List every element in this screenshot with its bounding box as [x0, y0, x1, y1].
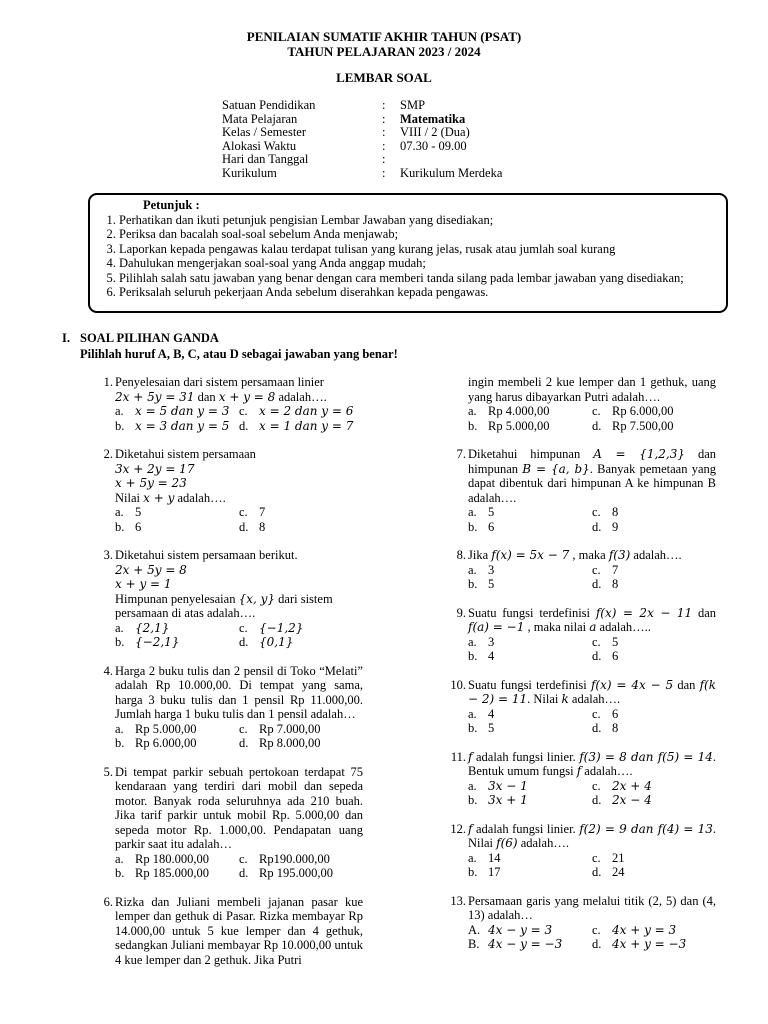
- answer-options: [115, 505, 363, 534]
- question-6: 6. Rizka dan Juliani membeli jajanan pasar kue lemper dan gethuk di Pasar. Rizka membayar Rp 14.000,00 untuk 5 kue lemper dan 4 gethuk, sedangkan Juliani membayar Rp 10.000,00 untuk 4 kue lemper dan 2 gethuk. Jika Putri: [103, 894, 363, 967]
- question-5: 5. Di tempat parkir sebuah pertokoan terdapat 75 kendaraan yang terdiri dari mobil dan sepeda motor. Banyak roda seluruhnya ada 210 buah. Jika tarif parkir untuk mobil Rp. 5.000,00 dan sepeda motor Rp. 1.000,00. Pendapatan uang parkir saat itu adalah… a. Rp 180.000,00 c. Rp190.000,00 b. Rp 185.000,00 d. Rp 195.000,00: [103, 764, 363, 880]
- answer-options: [468, 707, 716, 736]
- answer-options: [468, 851, 716, 880]
- instruction-item: 5. Pilihlah salah satu jawaban yang benar dengan cara memberi tanda silang pada lembar jawaban yang disediakan;: [119, 271, 718, 286]
- option-c[interactable]: c. 21: [592, 850, 625, 865]
- option-d[interactable]: d. {0,1}: [239, 635, 294, 649]
- option-d[interactable]: d. Rp 195.000,00: [239, 866, 333, 880]
- info-row: Alokasi Waktu : 07.30 - 09.00: [222, 138, 467, 153]
- instruction-item: 3. Laporkan kepada pengawas kalau terdapat tulisan yang kurang jelas, rusak atau jumlah soal kurang: [119, 242, 718, 257]
- question-7: 7. Diketahui himpunan A = {1,2,3} dan himpunan B = {a, b}. Banyak pemetaan yang dapat dibentuk dari himpunan A ke himpunan B adalah…. a. 5 c. 8 b. 6 d. 9: [456, 447, 716, 534]
- option-c[interactable]: c. 7: [239, 505, 266, 519]
- option-b[interactable]: b. 6: [115, 519, 142, 534]
- option-a[interactable]: a. x = 5 dan y = 3: [115, 404, 230, 418]
- option-c[interactable]: c. 2x + 4: [592, 778, 652, 793]
- question-2: 2. Diketahui sistem persamaan 3x + 2y = 17 x + 5y = 23 Nilai x + y adalah…. a. 5 c. 7 b. 6 d. 8: [93, 447, 363, 534]
- option-d[interactable]: d. Rp 7.500,00: [592, 418, 674, 433]
- option-c[interactable]: c. 6: [592, 706, 619, 721]
- info-row: Hari dan Tanggal :: [222, 152, 386, 167]
- question-1: 1. Penyelesaian dari sistem persamaan linier 2x + 5y = 31 dan x + y = 8 adalah…. a. x = 5 dan y = 3 c. x = 2 dan y = 6 b. x = 3 dan y = 5 d. x = 1 dan y = 7: [93, 375, 363, 433]
- option-a[interactable]: a. 14: [468, 850, 501, 865]
- option-c[interactable]: c. Rp190.000,00: [239, 851, 330, 866]
- answer-options: [468, 635, 716, 664]
- section-instruction: Pilihlah huruf A, B, C, atau D sebagai jawaban yang benar!: [80, 347, 398, 361]
- option-a[interactable]: a. 3: [468, 634, 495, 649]
- option-b[interactable]: b. 4: [468, 649, 495, 663]
- option-c[interactable]: c. Rp 7.000,00: [239, 721, 321, 736]
- option-b[interactable]: b. 5: [468, 721, 495, 735]
- section-heading: I. SOAL PILIHAN GANDA: [62, 331, 219, 345]
- sheet-title: LEMBAR SOAL: [336, 70, 432, 85]
- answer-options: [468, 505, 716, 534]
- question-13: 13. Persamaan garis yang melalui titik (2, 5) dan (4, 13) adalah… A. 4x − y = 3 c. 4x + y = 3 B. 4x − y = −3 d. 4x + y = −3: [450, 893, 716, 951]
- option-d[interactable]: d. 8: [592, 721, 619, 735]
- option-a[interactable]: a. {2,1}: [115, 620, 170, 635]
- option-c[interactable]: c. Rp 6.000,00: [592, 404, 674, 418]
- option-c[interactable]: c. 7: [592, 562, 619, 577]
- option-d[interactable]: d. 2x − 4: [592, 793, 652, 807]
- question-12: 12. f adalah fungsi linier. f(2) = 9 dan f(4) = 13. Nilai f(6) adalah…. a. 14 c. 21 b. 17 d. 24: [450, 821, 717, 879]
- option-d[interactable]: d. x = 1 dan y = 7: [239, 418, 354, 433]
- option-a[interactable]: a. 4: [468, 706, 495, 721]
- option-b[interactable]: b. 6: [468, 519, 495, 534]
- left-column: [93, 375, 363, 967]
- option-d[interactable]: d. 6: [592, 649, 619, 663]
- option-a[interactable]: a. 3x − 1: [468, 778, 528, 793]
- answer-options: [468, 779, 716, 808]
- answer-options: [468, 404, 716, 433]
- option-a[interactable]: a. 5: [115, 505, 142, 519]
- question-6-continued: ingin membeli 2 kue lemper dan 1 gethuk, uang yang harus dibayarkan Putri adalah…. a. Rp 4.000,00 c. Rp 6.000,00 b. Rp 5.000,00 d. Rp 7.500,00: [468, 375, 716, 433]
- question-10: 10. Suatu fungsi terdefinisi f(x) = 4x − 5 dan f(k − 2) = 11. Nilai k adalah…. a. 4 c. 6 b. 5 d. 8: [450, 677, 717, 735]
- option-d[interactable]: d. 9: [592, 519, 619, 534]
- option-d[interactable]: d. Rp 8.000,00: [239, 736, 321, 750]
- option-a[interactable]: A. 4x − y = 3: [468, 922, 553, 937]
- answer-options: [468, 923, 716, 952]
- option-b[interactable]: b. {−2,1}: [115, 635, 180, 649]
- option-b[interactable]: b. x = 3 dan y = 5: [115, 418, 230, 433]
- info-row: Mata Pelajaran : Matematika: [222, 111, 466, 126]
- option-b[interactable]: b. Rp 5.000,00: [468, 418, 550, 433]
- info-row: Kelas / Semester : VIII / 2 (Dua): [222, 125, 470, 140]
- instruction-item: 4. Dahulukan mengerjakan soal-soal yang Anda anggap mudah;: [119, 256, 718, 271]
- option-a[interactable]: a. 3: [468, 562, 495, 577]
- instruction-item: 2. Periksa dan bacalah soal-soal sebelum Anda menjawab;: [119, 227, 718, 242]
- instructions-list: [97, 213, 718, 301]
- option-b[interactable]: B. 4x − y = −3: [468, 937, 563, 951]
- answer-options: [115, 852, 363, 881]
- option-b[interactable]: b. 3x + 1: [468, 793, 528, 807]
- exam-title: PENILAIAN SUMATIF AKHIR TAHUN (PSAT): [246, 29, 522, 44]
- option-d[interactable]: d. 4x + y = −3: [592, 937, 687, 951]
- option-c[interactable]: c. x = 2 dan y = 6: [239, 404, 354, 418]
- option-a[interactable]: a. 5: [468, 505, 495, 519]
- option-a[interactable]: a. Rp 5.000,00: [115, 721, 197, 736]
- option-c[interactable]: c. 5: [592, 634, 619, 649]
- answer-options: [468, 563, 716, 592]
- instructions-box: [88, 193, 728, 313]
- question-11: 11. f adalah fungsi linier. f(3) = 8 dan f(5) = 14. Bentuk umum fungsi f adalah…. a. 3x − 1 c. 2x + 4 b. 3x + 1 d. 2x − 4: [450, 749, 717, 807]
- exam-info: [222, 99, 502, 181]
- option-a[interactable]: a. Rp 4.000,00: [468, 404, 550, 418]
- right-column: [446, 375, 716, 952]
- instructions-title: Petunjuk :: [143, 198, 200, 212]
- option-b[interactable]: b. 17: [468, 865, 501, 879]
- school-year: TAHUN PELAJARAN 2023 / 2024: [287, 44, 481, 59]
- question-8: 8. Jika f(x) = 5x − 7 , maka f(3) adalah…. a. 3 c. 7 b. 5 d. 8: [446, 548, 716, 592]
- option-c[interactable]: c. 8: [592, 505, 619, 519]
- option-b[interactable]: b. 5: [468, 577, 495, 591]
- instruction-item: 1. Perhatikan dan ikuti petunjuk pengisian Lembar Jawaban yang disediakan;: [119, 213, 718, 228]
- answer-options: [115, 404, 363, 433]
- option-b[interactable]: b. Rp 6.000,00: [115, 736, 197, 750]
- info-row: Satuan Pendidikan : SMP: [222, 98, 426, 112]
- info-row: Kurikulum : Kurikulum Merdeka: [222, 165, 503, 180]
- option-d[interactable]: d. 8: [239, 519, 266, 534]
- answer-options: [115, 621, 363, 650]
- question-4: 4. Harga 2 buku tulis dan 2 pensil di Toko “Melati” adalah Rp 10.000,00. Di tempat yang sama, harga 3 buku tulis dan 1 pensil Rp 11.000,00. Jumlah harga 1 buku tulis dan 1 pensil adalah… a. Rp 5.000,00 c. Rp 7.000,00 b. Rp 6.000,00 d. Rp 8.000,00: [103, 663, 363, 750]
- option-c[interactable]: c. {−1,2}: [239, 620, 304, 635]
- option-d[interactable]: d. 24: [592, 865, 625, 879]
- answer-options: [115, 722, 363, 751]
- option-a[interactable]: a. Rp 180.000,00: [115, 851, 209, 866]
- option-d[interactable]: d. 8: [592, 577, 619, 591]
- question-9: 9. Suatu fungsi terdefinisi f(x) = 2x − 11 dan f(a) = −1 , maka nilai a adalah….. a. 3 c. 5 b. 4 d. 6: [456, 605, 717, 663]
- option-c[interactable]: c. 4x + y = 3: [592, 922, 677, 937]
- option-b[interactable]: b. Rp 185.000,00: [115, 866, 209, 880]
- instruction-item: 6. Periksalah seluruh pekerjaan Anda sebelum diserahkan kepada pengawas.: [119, 285, 718, 300]
- question-3: 3. Diketahui sistem persamaan berikut. 2x + 5y = 8 x + y = 1 Himpunan penyelesaian {x, y} dari sistem persamaan di atas adalah…. a. {2,1} c. {−1,2} b. {−2,1} d. {0,1}: [93, 548, 363, 650]
